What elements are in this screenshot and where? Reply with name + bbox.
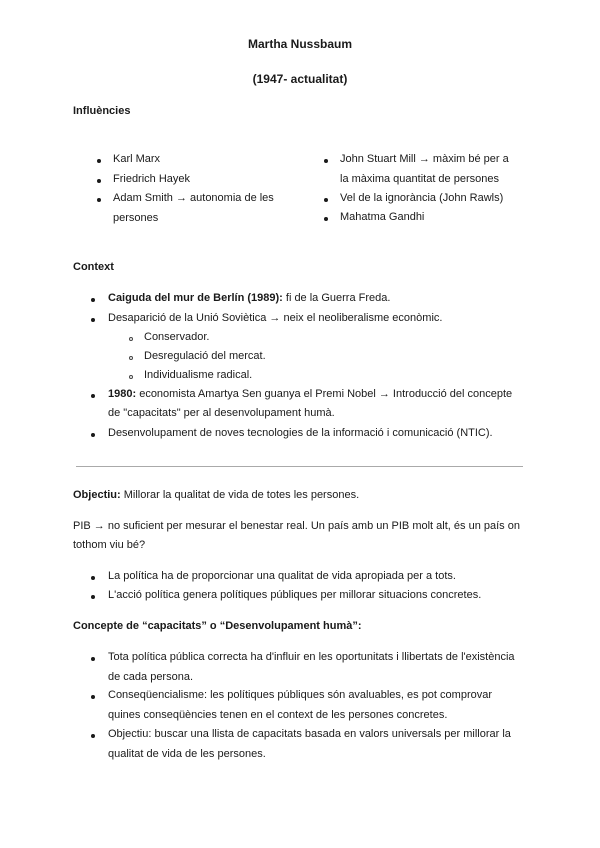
politics-item: L'acció política genera polítiques públiques per millorar situacions concretes. xyxy=(108,589,482,601)
bullet xyxy=(91,657,95,661)
capabilities-item-cont: qualitat de vida de les persones. xyxy=(108,748,266,760)
section-divider xyxy=(76,466,523,467)
influence-item: Vel de la ignorància (John Rawls) xyxy=(340,192,504,204)
influence-item: Mahatma Gandhi xyxy=(340,211,425,223)
context-item-text: fi de la Guerra Freda. xyxy=(282,292,391,304)
context-item: Desenvolupament de noves tecnologies de la informació i comunicació (NTIC). xyxy=(108,427,493,439)
bullet xyxy=(97,198,101,202)
objective-text: Millorar la qualitat de vida de totes les persones. xyxy=(120,489,360,501)
influence-item: Adam Smith → autonomia de les xyxy=(113,192,274,204)
capabilities-item: Tota política pública correcta ha d'influir en les oportunitats i llibertats de l'existència xyxy=(108,651,515,663)
context-item-bold: 1980: xyxy=(108,388,137,400)
bullet xyxy=(324,198,328,202)
context-item-cont: de "capacitats" per al desenvolupament humà. xyxy=(108,407,335,419)
capabilities-heading: Concepte de “capacitats” o “Desenvolupament humà”: xyxy=(73,620,362,632)
context-item xyxy=(108,292,390,304)
objective-line xyxy=(73,489,359,501)
bullet xyxy=(91,595,95,599)
context-subitem: Desregulació del mercat. xyxy=(144,350,266,362)
context-item: Desaparició de la Unió Soviètica → neix el neoliberalisme econòmic. xyxy=(108,312,443,324)
influence-item-cont: la màxima quantitat de persones xyxy=(340,173,499,185)
bullet xyxy=(91,433,95,437)
influence-item-cont: persones xyxy=(113,212,159,224)
bullet xyxy=(97,159,101,163)
sub-bullet xyxy=(129,337,133,341)
capabilities-item: Conseqüencialisme: les polítiques públiques són avaluables, es pot comprovar xyxy=(108,689,493,701)
context-item-bold: Caiguda del mur de Berlín (1989): xyxy=(108,292,283,304)
politics-item: La política ha de proporcionar una qualitat de vida apropiada per a tots. xyxy=(108,570,456,582)
bullet xyxy=(91,695,95,699)
influence-item: Karl Marx xyxy=(113,153,161,165)
bullet xyxy=(91,298,95,302)
capabilities-item-cont: quines conseqüències tenen en el context de les persones concretes. xyxy=(108,709,448,721)
bullet xyxy=(97,179,101,183)
bullet xyxy=(91,734,95,738)
influence-item: John Stuart Mill → màxim bé per a xyxy=(340,153,509,165)
bullet xyxy=(91,318,95,322)
influences-heading: Influències xyxy=(73,105,131,117)
bullet xyxy=(91,394,95,398)
influence-item: Friedrich Hayek xyxy=(113,173,191,185)
capabilities-item: Objectiu: buscar una llista de capacitats basada en valors universals per millorar la xyxy=(108,728,511,740)
bullet xyxy=(324,217,328,221)
context-heading: Context xyxy=(73,261,114,273)
context-subitem: Individualisme radical. xyxy=(144,369,253,381)
pib-paragraph-cont: tothom viu bé? xyxy=(73,539,146,551)
bullet xyxy=(324,159,328,163)
context-item-text: economista Amartya Sen guanya el Premi Nobel → Introducció del concepte xyxy=(136,388,513,400)
sub-bullet xyxy=(129,356,133,360)
page-title: Martha Nussbaum xyxy=(247,37,353,51)
context-subitem: Conservador. xyxy=(144,331,210,343)
capabilities-item-cont: de cada persona. xyxy=(108,671,194,683)
sub-bullet xyxy=(129,375,133,379)
objective-label: Objectiu: xyxy=(73,489,121,501)
bullet xyxy=(91,576,95,580)
page-subtitle-dates: (1947- actualitat) xyxy=(252,72,348,86)
pib-paragraph: PIB → no suficient per mesurar el benestar real. Un país amb un PIB molt alt, és un país on xyxy=(73,520,520,532)
context-item xyxy=(108,388,512,400)
